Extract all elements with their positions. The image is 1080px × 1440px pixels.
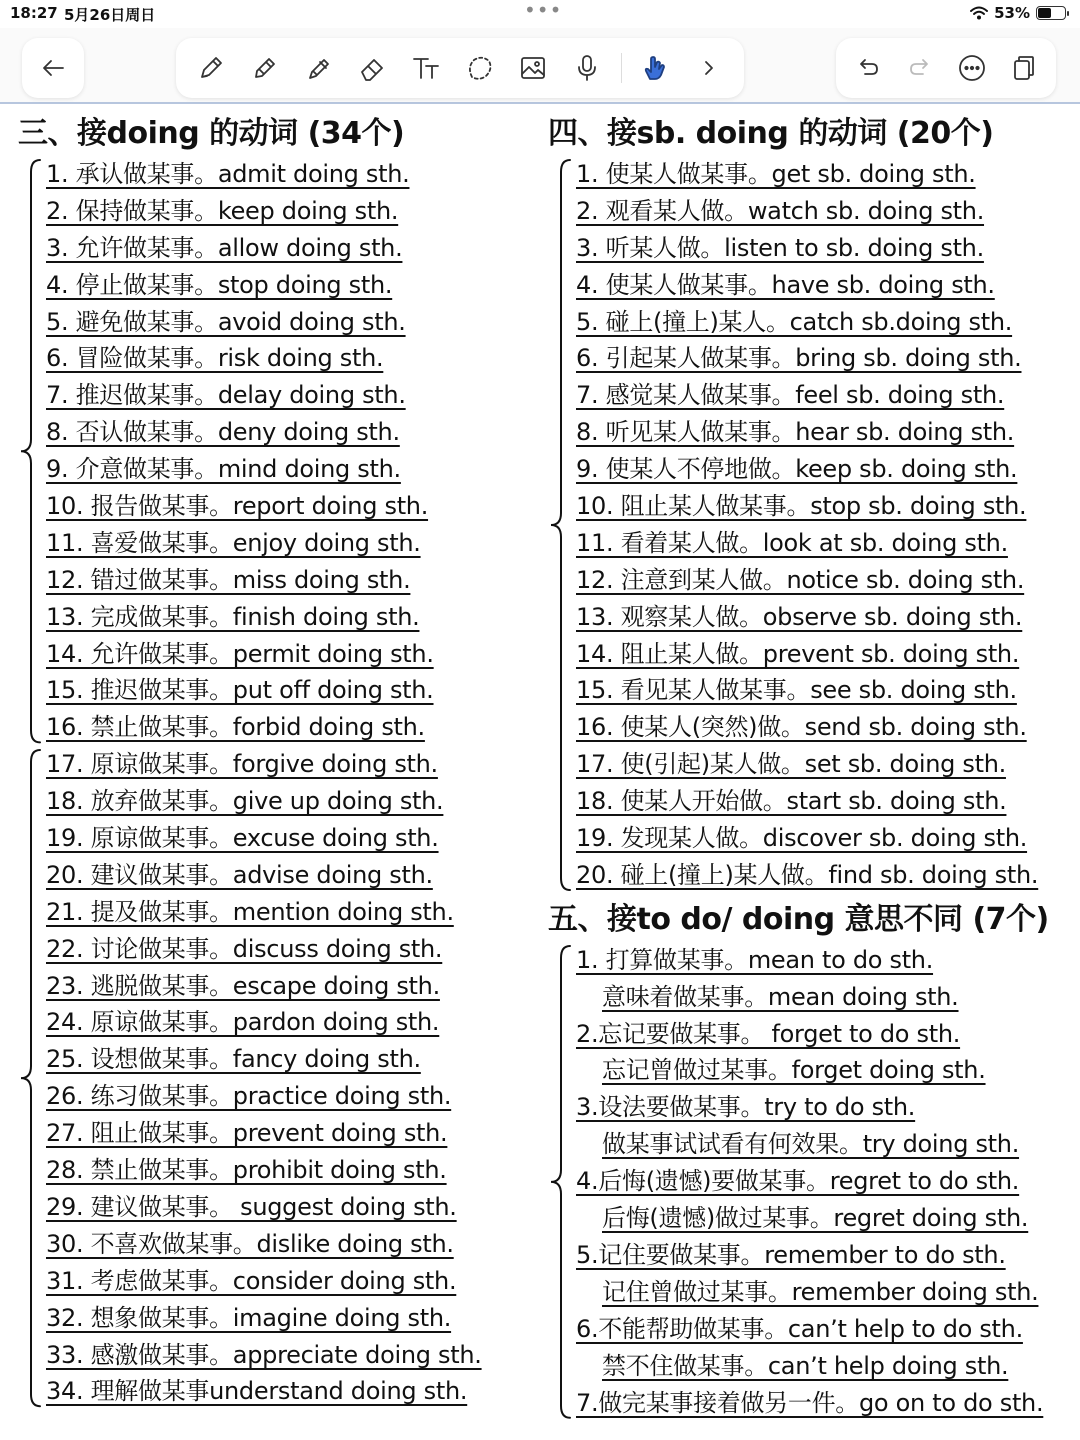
- status-bar: [0, 0, 1080, 28]
- entry-text: 15. 看见某人做某事。see sb. doing sth.: [576, 676, 1017, 705]
- more-button[interactable]: [952, 48, 992, 88]
- entry-text: 10. 报告做某事。report doing sth.: [46, 492, 429, 521]
- brace-mark: [548, 158, 572, 892]
- note-entry: [46, 267, 528, 304]
- note-entry: [576, 1274, 1078, 1311]
- section-title-doing-verbs: 三、接doing 的动词 (34个): [18, 116, 405, 151]
- note-entry: [576, 746, 1078, 783]
- entry-text: 忘记曾做过某事。forget doing sth.: [602, 1056, 986, 1085]
- entry-text: 禁不住做某事。can’t help doing sth.: [602, 1351, 1009, 1380]
- note-right-column: [548, 112, 1078, 1421]
- to-do-doing-group: [548, 942, 1078, 1422]
- pencil-tool-button[interactable]: [245, 48, 285, 88]
- note-entry: [46, 1337, 528, 1374]
- note-entry: [576, 156, 1078, 193]
- entry-text: 32. 想象做某事。imagine doing sth.: [46, 1303, 452, 1332]
- note-entry: [46, 857, 528, 894]
- entry-text: 23. 逃脱做某事。escape doing sth.: [46, 971, 440, 1000]
- entry-text: 1. 打算做某事。mean to do sth.: [576, 945, 934, 974]
- note-entry: [46, 931, 528, 968]
- note-entry: [576, 230, 1078, 267]
- note-entry: [46, 599, 528, 636]
- note-entry: [576, 672, 1078, 709]
- highlighter-tool-button[interactable]: [298, 48, 338, 88]
- entry-text: 31. 考虑做某事。consider doing sth.: [46, 1266, 457, 1295]
- note-entry: [576, 451, 1078, 488]
- multitask-dots[interactable]: •••: [524, 0, 563, 22]
- lasso-icon: [464, 53, 494, 83]
- entry-text: 11. 看着某人做。look at sb. doing sth.: [576, 528, 1008, 557]
- entry-text: 5. 避免做某事。avoid doing sth.: [46, 307, 406, 336]
- note-entry: [576, 340, 1078, 377]
- entry-text: 记住曾做过某事。remember doing sth.: [602, 1277, 1039, 1306]
- note-entry: [46, 451, 528, 488]
- brace-mark: [548, 944, 572, 1420]
- entry-text: 11. 喜爱做某事。enjoy doing sth.: [46, 528, 421, 557]
- note-entry: [576, 267, 1078, 304]
- entry-text: 8. 否认做某事。deny doing sth.: [46, 418, 400, 447]
- entry-text: 19. 发现某人做。discover sb. doing sth.: [576, 824, 1028, 853]
- note-entry: [46, 156, 528, 193]
- status-date: 5月26日周日: [64, 6, 156, 24]
- entry-text: 1. 使某人做某事。get sb. doing sth.: [576, 160, 976, 188]
- note-entry: [46, 1078, 528, 1115]
- note-entry: [46, 1263, 528, 1300]
- note-entry: [46, 709, 528, 746]
- entry-text: 28. 禁止做某事。prohibit doing sth.: [46, 1156, 447, 1185]
- pencil-icon: [250, 53, 280, 83]
- action-tools: [836, 38, 1056, 98]
- status-right: [970, 4, 1066, 22]
- note-entry: [46, 1226, 528, 1263]
- section-title-sb-doing-verbs: 四、接sb. doing 的动词 (20个): [548, 116, 994, 151]
- entry-text: 21. 提及做某事。mention doing sth.: [46, 897, 454, 926]
- note-entry: [576, 1163, 1078, 1200]
- toolbar: [0, 28, 1080, 104]
- note-entry: [46, 1041, 528, 1078]
- note-entry: [46, 894, 528, 931]
- undo-icon: [853, 53, 883, 83]
- entry-text: 17. 原谅做某事。forgive doing sth.: [46, 750, 438, 779]
- note-entry: [576, 820, 1078, 857]
- verb-group-1: [18, 156, 528, 746]
- note-entry: [46, 488, 528, 525]
- entry-text: 14. 允许做某事。permit doing sth.: [46, 639, 434, 668]
- entry-text: 5. 碰上(撞上)某人。catch sb.doing sth.: [576, 307, 1013, 336]
- note-entry: [46, 193, 528, 230]
- hand-pointer-icon: [640, 53, 670, 83]
- note-entry: [46, 377, 528, 414]
- pen-icon: [196, 53, 226, 83]
- entry-text: 做某事试试看有何效果。try doing sth.: [602, 1130, 1020, 1159]
- note-entry: [576, 414, 1078, 451]
- sb-doing-group: [548, 156, 1078, 894]
- redo-button[interactable]: [900, 48, 940, 88]
- entry-text: 24. 原谅做某事。pardon doing sth.: [46, 1008, 440, 1037]
- chevron-right-icon: [694, 53, 724, 83]
- note-entry: [46, 746, 528, 783]
- note-entry: [576, 599, 1078, 636]
- note-entry: [46, 304, 528, 341]
- brace-mark: [18, 158, 42, 744]
- hand-tool-button[interactable]: [635, 48, 675, 88]
- pen-tool-button[interactable]: [191, 48, 231, 88]
- entry-text: 3. 允许做某事。allow doing sth.: [46, 233, 403, 262]
- note-entry: [46, 562, 528, 599]
- entry-text: 13. 观察某人做。observe sb. doing sth.: [576, 602, 1023, 631]
- note-entry: [46, 1004, 528, 1041]
- toolbar-separator: [621, 53, 622, 83]
- entry-text: 意味着做某事。mean doing sth.: [602, 982, 959, 1011]
- note-entry: [46, 672, 528, 709]
- battery-icon: [1036, 6, 1066, 20]
- note-entry: [576, 562, 1078, 599]
- entry-text: 9. 使某人不停地做。keep sb. doing sth.: [576, 455, 1018, 484]
- entry-text: 12. 注意到某人做。notice sb. doing sth.: [576, 565, 1025, 594]
- note-entry: [576, 377, 1078, 414]
- entry-text: 16. 禁止做某事。forbid doing sth.: [46, 713, 425, 742]
- entry-text: 7. 感觉某人做某事。feel sb. doing sth.: [576, 381, 1005, 410]
- entry-text: 13. 完成做某事。finish doing sth.: [46, 602, 420, 631]
- microphone-button[interactable]: [567, 48, 607, 88]
- entry-text: 6. 引起某人做某事。bring sb. doing sth.: [576, 344, 1022, 373]
- arrow-left-icon: [38, 53, 68, 83]
- entry-text: 3. 听某人做。listen to sb. doing sth.: [576, 233, 984, 262]
- entry-text: 16. 使某人(突然)做。send sb. doing sth.: [576, 713, 1027, 742]
- note-entry: [576, 857, 1078, 894]
- note-entry: [576, 1348, 1078, 1385]
- entry-text: 22. 讨论做某事。discuss doing sth.: [46, 934, 443, 963]
- redo-icon: [905, 53, 935, 83]
- entry-text: 15. 推迟做某事。put off doing sth.: [46, 676, 434, 705]
- wifi-icon: [970, 6, 988, 20]
- entry-text: 30. 不喜欢做某事。dislike doing sth.: [46, 1229, 454, 1258]
- entry-text: 27. 阻止做某事。prevent doing sth.: [46, 1119, 448, 1148]
- entry-text: 9. 介意做某事。mind doing sth.: [46, 455, 401, 484]
- note-entry: [576, 1237, 1078, 1274]
- note-entry: [576, 1385, 1078, 1422]
- entry-text: 33. 感激做某事。appreciate doing sth.: [46, 1340, 482, 1369]
- entry-text: 17. 使(引起)某人做。set sb. doing sth.: [576, 750, 1006, 779]
- note-entry: [576, 1311, 1078, 1348]
- note-entry: [576, 709, 1078, 746]
- entry-text: 4. 停止做某事。stop doing sth.: [46, 270, 393, 299]
- section-title-to-do-vs-doing: 五、接to do/ doing 意思不同 (7个): [548, 901, 1049, 937]
- more-icon: [957, 53, 987, 83]
- more-tools-button[interactable]: [689, 48, 729, 88]
- entry-text: 6. 冒险做某事。risk doing sth.: [46, 344, 384, 373]
- note-entry: [46, 1152, 528, 1189]
- microphone-icon: [572, 53, 602, 83]
- image-icon: [518, 53, 548, 83]
- note-entry: [46, 1115, 528, 1152]
- note-entry: [576, 488, 1078, 525]
- entry-text: 4. 使某人做某事。have sb. doing sth.: [576, 270, 995, 299]
- note-entry: [576, 979, 1078, 1016]
- entry-text: 后悔(遗憾)做过某事。regret doing sth.: [602, 1204, 1029, 1233]
- note-entry: [576, 942, 1078, 979]
- pages-button[interactable]: [1004, 48, 1044, 88]
- entry-text: 5.记住要做某事。remember to do sth.: [576, 1240, 1006, 1269]
- note-entry: [46, 414, 528, 451]
- note-entry: [576, 193, 1078, 230]
- entry-text: 26. 练习做某事。practice doing sth.: [46, 1082, 452, 1111]
- entry-text: 25. 设想做某事。fancy doing sth.: [46, 1045, 421, 1074]
- note-entry: [46, 1300, 528, 1337]
- undo-button[interactable]: [848, 48, 888, 88]
- image-tool-button[interactable]: [513, 48, 553, 88]
- entry-text: 2.忘记要做某事。 forget to do sth.: [576, 1019, 961, 1048]
- highlighter-icon: [303, 53, 333, 83]
- note-entry: [576, 1052, 1078, 1089]
- entry-text: 4.后悔(遗憾)要做某事。regret to do sth.: [576, 1167, 1020, 1196]
- note-entry: [576, 1126, 1078, 1163]
- entry-text: 14. 阻止某人做。prevent sb. doing sth.: [576, 639, 1020, 668]
- note-entry: [46, 968, 528, 1005]
- note-entry: [576, 304, 1078, 341]
- entry-text: 8. 听见某人做某事。hear sb. doing sth.: [576, 418, 1015, 447]
- note-entry: [576, 1089, 1078, 1126]
- eraser-icon: [357, 53, 387, 83]
- text-tool-icon: [411, 53, 441, 83]
- entry-text: 20. 碰上(撞上)某人做。find sb. doing sth.: [576, 860, 1039, 889]
- note-entry: [46, 1373, 528, 1410]
- note-entry: [576, 783, 1078, 820]
- battery-level: [1038, 8, 1051, 18]
- note-entry: [46, 636, 528, 673]
- entry-text: 6.不能帮助做某事。can’t help to do sth.: [576, 1314, 1023, 1343]
- note-entry: [576, 525, 1078, 562]
- pages-icon: [1009, 53, 1039, 83]
- note-entry: [46, 1189, 528, 1226]
- verb-group-2: [18, 746, 528, 1410]
- note-entry: [576, 636, 1078, 673]
- status-time: 18:27: [10, 4, 58, 22]
- note-entry: [576, 1200, 1078, 1237]
- note-entry: [576, 1016, 1078, 1053]
- note-entry: [46, 525, 528, 562]
- entry-text: 12. 错过做某事。miss doing sth.: [46, 565, 411, 594]
- drawing-tools: [176, 38, 744, 98]
- entry-text: 20. 建议做某事。advise doing sth.: [46, 860, 433, 889]
- battery-percent: 53%: [994, 4, 1030, 22]
- entry-text: 19. 原谅做某事。excuse doing sth.: [46, 824, 439, 853]
- brace-mark: [18, 748, 42, 1408]
- lasso-tool-button[interactable]: [459, 48, 499, 88]
- entry-text: 7.做完某事接着做另一件。go on to do sth.: [576, 1388, 1044, 1417]
- note-entry: [46, 230, 528, 267]
- entry-text: 7. 推迟做某事。delay doing sth.: [46, 381, 406, 410]
- entry-text: 1. 承认做某事。admit doing sth.: [46, 160, 410, 188]
- note-entry: [46, 820, 528, 857]
- entry-text: 3.设法要做某事。try to do sth.: [576, 1093, 916, 1122]
- text-tool-button[interactable]: [406, 48, 446, 88]
- entry-text: 2. 观看某人做。watch sb. doing sth.: [576, 196, 985, 225]
- note-entry: [46, 340, 528, 377]
- note-entry: [46, 783, 528, 820]
- entry-text: 29. 建议做某事。 suggest doing sth.: [46, 1192, 457, 1221]
- back-pill: [22, 38, 84, 98]
- entry-text: 10. 阻止某人做某事。stop sb. doing sth.: [576, 492, 1027, 521]
- eraser-tool-button[interactable]: [352, 48, 392, 88]
- entry-text: 2. 保持做某事。keep doing sth.: [46, 196, 399, 225]
- back-button[interactable]: [33, 48, 73, 88]
- note-left-column: [18, 112, 528, 1410]
- entry-text: 18. 使某人开始做。start sb. doing sth.: [576, 787, 1007, 816]
- entry-text: 34. 理解做某事understand doing sth.: [46, 1377, 468, 1406]
- entry-text: 18. 放弃做某事。give up doing sth.: [46, 787, 444, 816]
